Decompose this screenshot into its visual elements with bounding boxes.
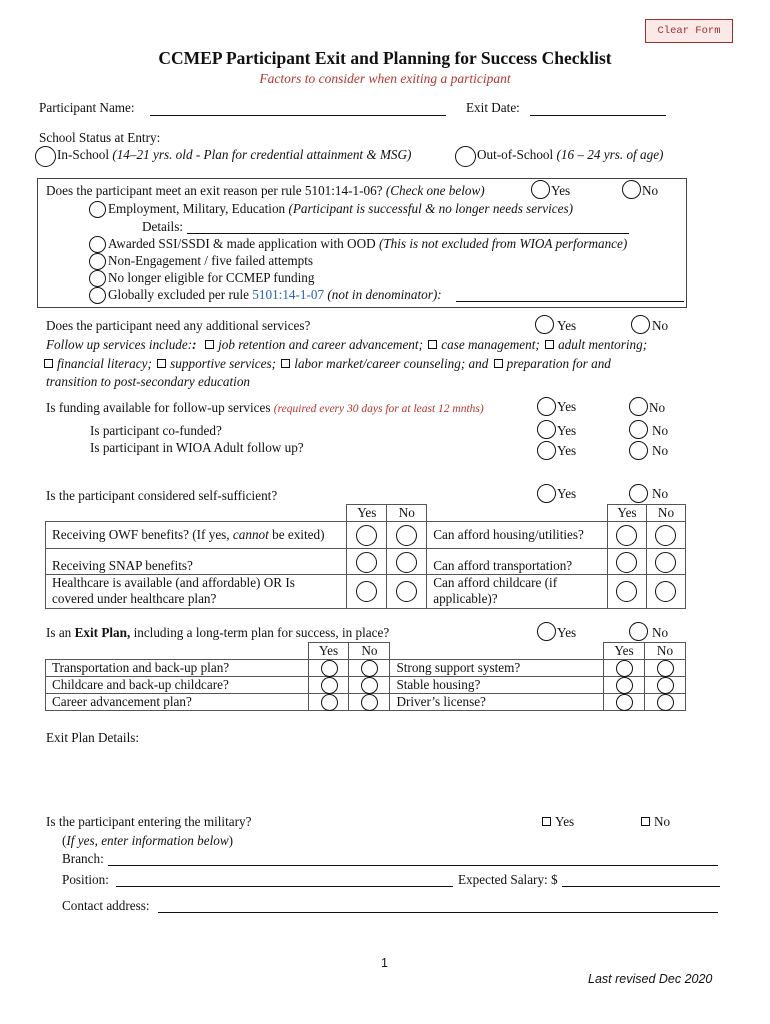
snap-no-radio[interactable]	[396, 552, 417, 573]
owf-no-radio[interactable]	[396, 525, 417, 546]
out-of-school-text: Out-of-School	[477, 147, 554, 162]
page-subtitle: Factors to consider when exiting a participant	[259, 71, 511, 86]
exit-plan-q-post: including a long-term plan for success, in place?	[133, 625, 390, 640]
table-row	[46, 677, 686, 694]
employment-radio[interactable]	[89, 201, 106, 218]
plan-col-yes-2: Yes	[604, 643, 645, 660]
labor-market-label: labor market/career counseling;	[294, 356, 466, 371]
exit-plan-question	[46, 625, 389, 641]
self-sufficient-yes-label: Yes	[557, 486, 577, 501]
follow-up-line-3: transition to post-secondary education	[46, 374, 251, 389]
table-row	[46, 522, 686, 549]
military-yes	[540, 814, 574, 830]
plan-col-no: No	[349, 643, 390, 660]
col-yes-header-2: Yes	[608, 505, 647, 522]
self-sufficient-no-radio[interactable]	[629, 484, 648, 503]
additional-yes-label: Yes	[557, 318, 577, 333]
in-school-text: In-School	[57, 147, 110, 162]
col-no-header: No	[387, 505, 427, 522]
military-no	[639, 814, 670, 830]
financial-literacy-label: financial literacy;	[57, 356, 152, 371]
exit-date-label: Exit Date:	[466, 100, 520, 115]
in-school-label	[57, 147, 411, 163]
transport-plan-no-radio[interactable]	[361, 660, 378, 677]
details-field[interactable]	[187, 233, 629, 234]
healthcare-no-radio[interactable]	[396, 581, 417, 602]
table-row	[46, 575, 686, 609]
childcare-plan-no-radio[interactable]	[361, 677, 378, 694]
funding-yes-label: Yes	[557, 399, 577, 414]
transportation-no-radio[interactable]	[655, 552, 676, 573]
self-sufficient-question: Is the participant considered self-sufficient?	[46, 488, 278, 503]
support-no-radio[interactable]	[657, 660, 674, 677]
last-revised: Last revised Dec 2020	[588, 972, 713, 986]
exit-reason-no-label: No	[642, 183, 659, 198]
owf-cannot: cannot	[232, 527, 269, 542]
license-no-radio[interactable]	[657, 694, 674, 711]
additional-services-question: Does the participant need any additional services?	[46, 318, 311, 333]
military-question: Is the participant entering the military?	[46, 814, 252, 829]
exit-reason-question-note: (Check one below)	[385, 183, 485, 198]
employment-text: Employment, Military, Education	[108, 201, 286, 216]
owf-post: be exited)	[272, 527, 325, 542]
exit-reason-yes-label: Yes	[551, 183, 571, 198]
school-status-label: School Status at Entry:	[39, 130, 161, 145]
contact-address-label: Contact address:	[62, 898, 150, 913]
military-no-checkbox[interactable]	[641, 817, 650, 826]
childcare-plan-label: Childcare and back-up childcare?	[46, 677, 309, 694]
career-plan-yes-radio[interactable]	[321, 694, 338, 711]
plan-col-yes: Yes	[308, 643, 349, 660]
employment-note: (Participant is successful & no longer needs services)	[288, 201, 574, 216]
follow-up-lead: Follow up services include:	[46, 337, 193, 352]
exit-date-field[interactable]	[530, 115, 666, 116]
wioa-question: Is participant in WIOA Adult follow up?	[90, 440, 304, 455]
healthcare-yes-radio[interactable]	[356, 581, 377, 602]
exit-reason-no-radio[interactable]	[622, 180, 641, 199]
participant-name-field[interactable]	[150, 115, 446, 116]
contact-address-field[interactable]	[158, 912, 718, 913]
funding-no-radio[interactable]	[629, 397, 648, 416]
exit-plan-q-bold: Exit Plan,	[74, 625, 131, 640]
military-note-text: If yes, enter information below	[66, 833, 229, 848]
adult-mentoring-checkbox[interactable]	[545, 340, 554, 349]
out-of-school-radio[interactable]	[455, 146, 476, 167]
page-title: CCMEP Participant Exit and Planning for Success Checklist	[158, 48, 612, 68]
follow-up-line-1: Follow up services include:: job retention and career advancement; case management; adult mentoring;	[46, 337, 648, 352]
housing-no-radio[interactable]	[655, 525, 676, 546]
globally-excluded-field[interactable]	[456, 301, 684, 302]
military-yes-label: Yes	[555, 814, 575, 829]
exit-plan-table	[45, 642, 686, 711]
healthcare-label-1: Healthcare is available (and affordable) OR Is	[52, 575, 295, 590]
childcare-no-radio[interactable]	[655, 581, 676, 602]
military-note-close: )	[228, 833, 234, 848]
participant-name-label: Participant Name:	[39, 100, 135, 115]
no-longer-eligible-radio[interactable]	[89, 270, 106, 287]
cofunded-no-radio[interactable]	[629, 420, 648, 439]
cofunded-yes-label: Yes	[557, 423, 577, 438]
nonengagement-label: Non-Engagement / five failed attempts	[108, 253, 314, 268]
self-sufficient-table	[45, 504, 686, 609]
exit-plan-details-label: Exit Plan Details:	[46, 730, 140, 745]
owf-label: Receiving OWF benefits? (If yes,	[52, 527, 230, 542]
wioa-no-radio[interactable]	[629, 441, 648, 460]
wioa-yes-radio[interactable]	[537, 441, 556, 460]
branch-label: Branch:	[62, 851, 104, 866]
exit-reason-yes-radio[interactable]	[531, 180, 550, 199]
preparation-checkbox[interactable]	[494, 359, 503, 368]
drivers-license-label: Driver’s license?	[390, 694, 604, 711]
page-number: 1	[381, 956, 388, 970]
adult-mentoring-label: adult mentoring;	[558, 337, 648, 352]
clear-form-button[interactable]: Clear Form	[645, 19, 733, 43]
globally-excluded-label	[108, 287, 442, 303]
case-management-label: case management;	[441, 337, 540, 352]
housing-plan-no-radio[interactable]	[657, 677, 674, 694]
housing-label: Can afford housing/utilities?	[427, 522, 608, 549]
childcare-plan-yes-radio[interactable]	[321, 677, 338, 694]
childcare-label-2: applicable)?	[433, 591, 498, 606]
career-plan-label: Career advancement plan?	[46, 694, 309, 711]
housing-plan-yes-radio[interactable]	[616, 677, 633, 694]
case-management-checkbox[interactable]	[428, 340, 437, 349]
childcare-yes-radio[interactable]	[616, 581, 637, 602]
and-text: and	[468, 356, 489, 371]
table-row	[46, 549, 686, 575]
exit-plan-q-pre: Is an	[46, 625, 72, 640]
globally-excluded-text: Globally excluded per rule	[108, 287, 249, 302]
support-system-label: Strong support system?	[390, 660, 604, 677]
wioa-no-label: No	[652, 443, 669, 458]
position-field[interactable]	[116, 886, 453, 887]
table-row	[46, 694, 686, 711]
out-of-school-note: (16 – 24 yrs. of age)	[556, 147, 664, 162]
branch-field[interactable]	[108, 865, 718, 866]
wioa-yes-label: Yes	[557, 443, 577, 458]
housing-yes-radio[interactable]	[616, 525, 637, 546]
additional-no-label: No	[652, 318, 669, 333]
military-no-label: No	[654, 814, 671, 829]
labor-market-checkbox[interactable]	[281, 359, 290, 368]
self-sufficient-yes-radio[interactable]	[537, 484, 556, 503]
follow-up-line-2	[42, 356, 611, 372]
globally-excluded-note: (not in denominator):	[327, 287, 442, 302]
supportive-services-label: supportive services;	[170, 356, 276, 371]
snap-label: Receiving SNAP benefits?	[46, 549, 347, 575]
financial-literacy-checkbox[interactable]	[44, 359, 53, 368]
military-yes-checkbox[interactable]	[542, 817, 551, 826]
funding-note: (required every 30 days for at least 12 mnths)	[273, 403, 484, 415]
funding-no-label: No	[649, 400, 666, 415]
support-yes-radio[interactable]	[616, 660, 633, 677]
cofunded-question: Is participant co-funded?	[90, 423, 222, 438]
self-sufficient-no-label: No	[652, 486, 669, 501]
exit-plan-yes-radio[interactable]	[537, 622, 556, 641]
funding-question-text: Is funding available for follow-up services	[46, 400, 271, 415]
transportation-label: Can afford transportation?	[427, 549, 608, 575]
expected-salary-label: Expected Salary: $	[458, 872, 558, 887]
plan-col-no-2: No	[644, 643, 685, 660]
rule-link[interactable]: 5101:14-1-07	[252, 287, 325, 302]
details-label: Details:	[142, 219, 184, 234]
employment-label	[108, 201, 573, 217]
globally-excluded-radio[interactable]	[89, 287, 106, 304]
cofunded-no-label: No	[652, 423, 669, 438]
job-retention-checkbox[interactable]	[205, 340, 214, 349]
ssi-note: (This is not excluded from WIOA performance)	[378, 236, 628, 251]
military-note	[62, 833, 233, 849]
ssi-text: Awarded SSI/SSDI & made application with OOD	[108, 236, 376, 251]
cofunded-yes-radio[interactable]	[537, 420, 556, 439]
license-yes-radio[interactable]	[616, 694, 633, 711]
table-row	[46, 660, 686, 677]
childcare-label-1: Can afford childcare (if	[433, 575, 558, 590]
position-label: Position:	[62, 872, 109, 887]
career-plan-no-radio[interactable]	[361, 694, 378, 711]
ssi-radio[interactable]	[89, 236, 106, 253]
exit-reason-question	[46, 183, 485, 199]
exit-reason-question-text: Does the participant meet an exit reason per rule 5101:14-1-06?	[46, 183, 383, 198]
in-school-radio[interactable]	[35, 146, 56, 167]
supportive-services-checkbox[interactable]	[157, 359, 166, 368]
military-note-open: (	[62, 833, 67, 848]
nonengagement-radio[interactable]	[89, 253, 106, 270]
stable-housing-label: Stable housing?	[390, 677, 604, 694]
preparation-label: preparation for and	[506, 356, 611, 371]
col-yes-header: Yes	[347, 505, 387, 522]
exit-plan-no-label: No	[652, 625, 669, 640]
transportation-yes-radio[interactable]	[616, 552, 637, 573]
transport-plan-yes-radio[interactable]	[321, 660, 338, 677]
snap-yes-radio[interactable]	[356, 552, 377, 573]
exit-plan-no-radio[interactable]	[629, 622, 648, 641]
owf-yes-radio[interactable]	[356, 525, 377, 546]
funding-question	[46, 400, 484, 416]
in-school-note: (14–21 yrs. old - Plan for credential attainment & MSG)	[112, 147, 412, 162]
exit-plan-yes-label: Yes	[557, 625, 577, 640]
ssi-label	[108, 236, 627, 252]
funding-yes-radio[interactable]	[537, 397, 556, 416]
job-retention-label: job retention and career advancement;	[218, 337, 423, 352]
additional-no-radio[interactable]	[631, 315, 650, 334]
transport-plan-label: Transportation and back-up plan?	[46, 660, 309, 677]
out-of-school-label	[477, 147, 663, 163]
expected-salary-field[interactable]	[562, 886, 720, 887]
col-no-header-2: No	[646, 505, 685, 522]
no-longer-eligible-label: No longer eligible for CCMEP funding	[108, 270, 315, 285]
healthcare-label-2: covered under healthcare plan?	[52, 591, 217, 606]
additional-yes-radio[interactable]	[535, 315, 554, 334]
